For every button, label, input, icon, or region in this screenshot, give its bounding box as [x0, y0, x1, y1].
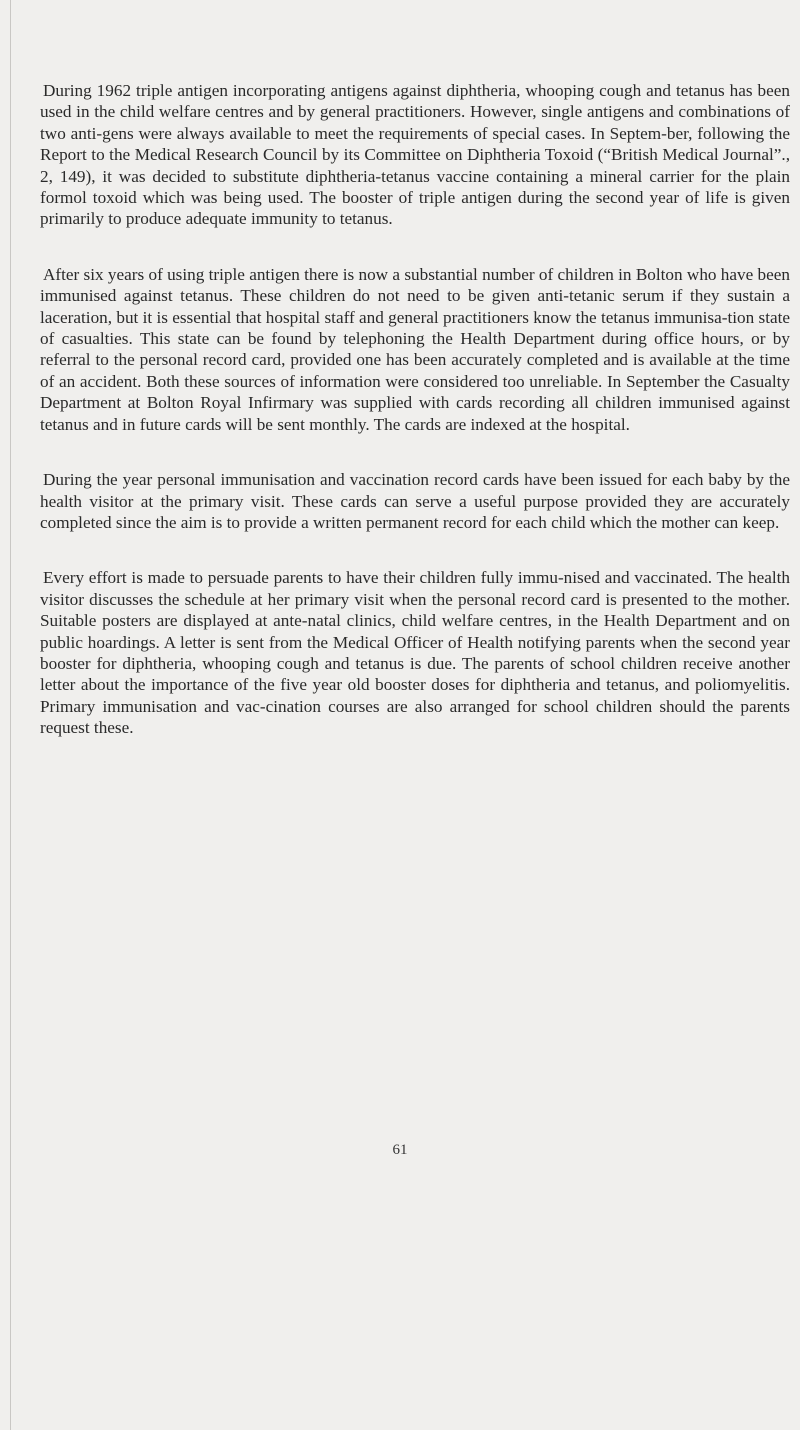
paragraph-tetanus-immunisation: After six years of using triple antigen there is now a substantial number of children in Bolton who have been immunised against tetanus. These children do not need to be given anti-tetanic serum if they sustain a laceration, but it is essential that hospital staff and general practitioners know the tetanus immunisa-tion state of casualties. This state can be found by telephoning the Health Department during office hours, or by referral to the personal record card, provided one has been accurately completed and is available at the time of an accident. Both these sources of information were considered too unreliable. In September the Casualty Department at Bolton Royal Infirmary was supplied with cards recording all children immunised against tetanus and in future cards will be sent monthly. The cards are indexed at the hospital. [40, 264, 791, 434]
paragraph-triple-antigen: During 1962 triple antigen incorporating antigens against diphtheria, whooping cough and tetanus has been used in the child welfare centres and by general practitioners. However, single antigens and combinations of two anti-gens were always available to meet the requirements of special cases. In Septem-ber, following the Report to the Medical Research Council by its Committee on Diphtheria Toxoid (“British Medical Journal”., 2, 149), it was decided to substitute diphtheria-tetanus vaccine containing a mineral carrier for the plain formol toxoid which was being used. The booster of triple antigen during the second year of life is given primarily to produce adequate immunity to tetanus. [40, 81, 790, 229]
paragraph-persuade-parents: Every effort is made to persuade parents to have their children fully immu-nised and vaccinated. The health visitor discusses the schedule at her primary visit when the personal record card is presented to the mother. Suitable posters are displayed at ante-natal clinics, child welfare centres, in the Health Department and on public hoardings. A letter is sent from the Medical Officer of Health notifying parents when the second year booster for diphtheria, whooping cough and tetanus is due. The parents of school children receive another letter about the importance of the five year old booster doses for diphtheria and tetanus, and poliomyelitis. Primary immunisation and vac-cination courses are also arranged for school children should the parents request these. [40, 568, 790, 738]
paragraph-record-cards: During the year personal immunisation and vaccination record cards have been issued for each baby by the health visitor at the primary visit. These cards can serve a useful purpose provided they are accurately completed since the aim is to provide a written permanent record for each child which the mother can keep. [40, 470, 790, 532]
document-page [40, 80, 790, 773]
page-gutter-line [10, 0, 11, 1430]
page-number: 61 [392, 1142, 408, 1158]
